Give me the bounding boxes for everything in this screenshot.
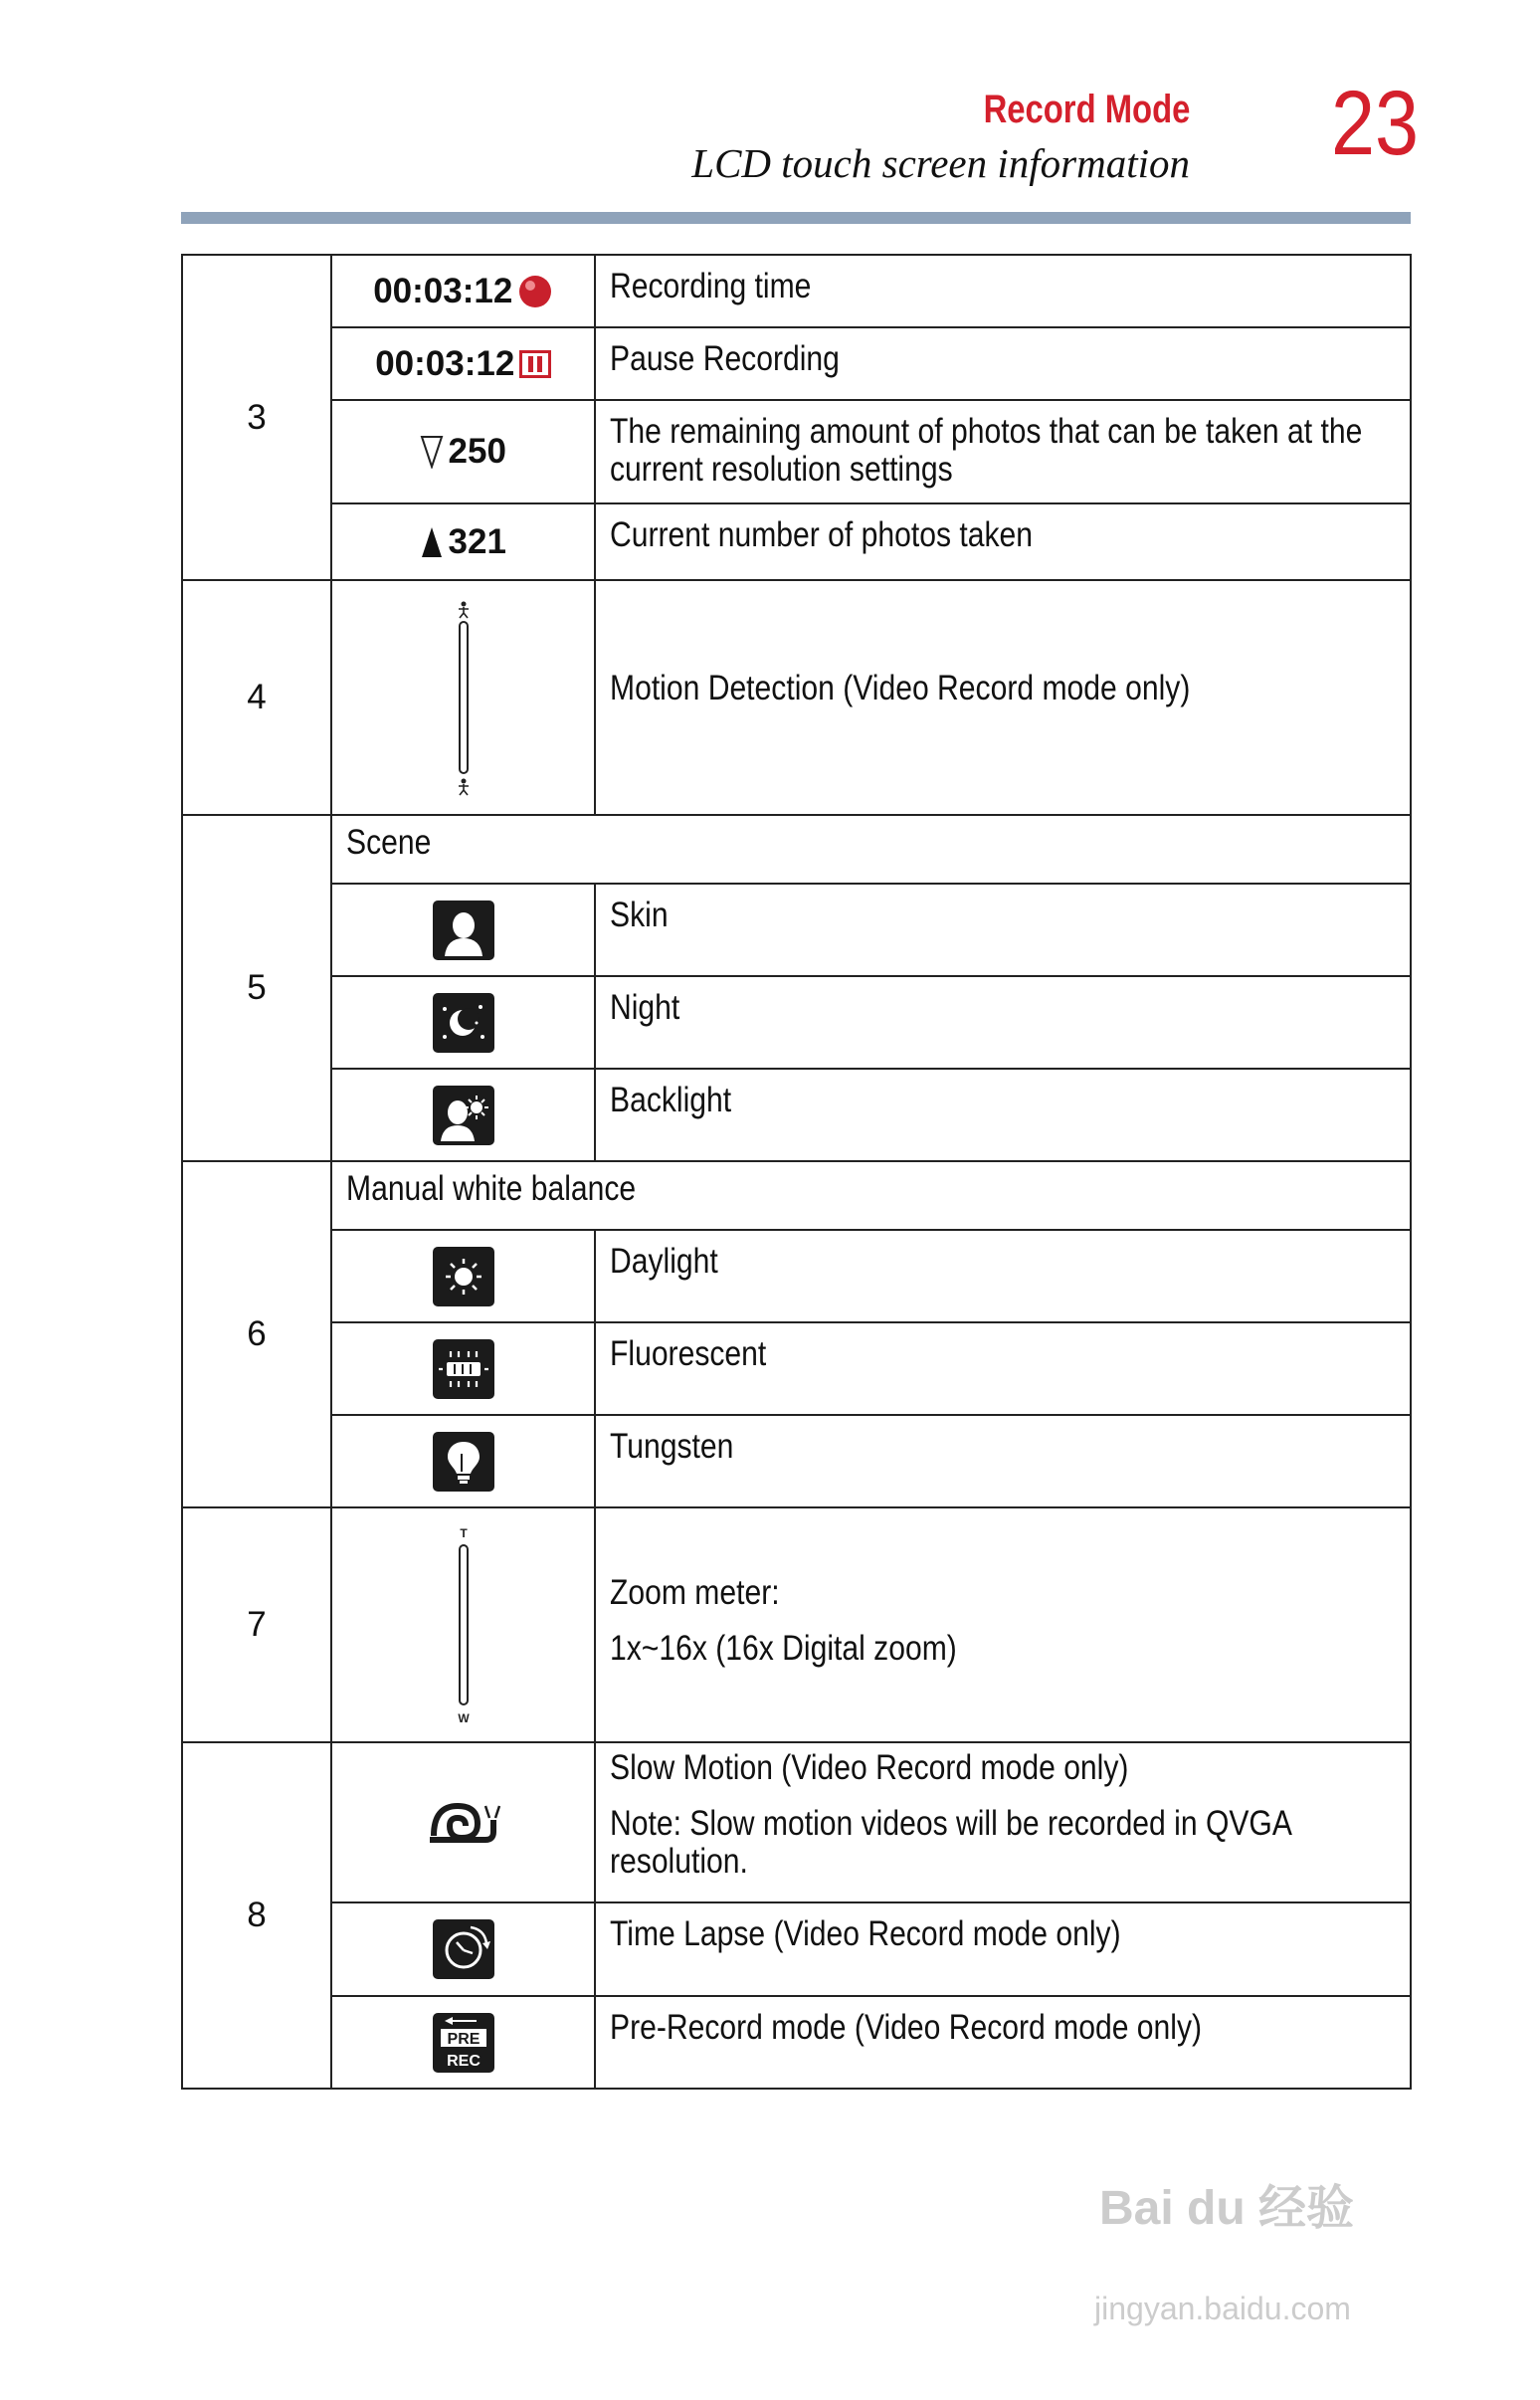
row-number: 4	[182, 580, 331, 815]
recording-time-desc: Recording time	[610, 267, 812, 305]
table-row	[182, 255, 1411, 327]
scene-item-label: Backlight	[610, 1081, 732, 1119]
tungsten-wb	[331, 1415, 595, 1507]
watermark-brand: Bai du 经验	[1099, 2182, 1355, 2235]
fluorescent-icon	[433, 1339, 494, 1399]
table-row	[182, 815, 1411, 884]
taken-count: 321	[448, 521, 506, 561]
pause-desc: Pause Recording	[610, 339, 840, 378]
pause-icon	[519, 350, 551, 378]
wb-item-label: Tungsten	[610, 1427, 734, 1466]
tungsten-bulb-icon	[433, 1432, 494, 1492]
pre-label: PRE	[447, 2030, 480, 2048]
motion-meter-icon	[449, 598, 479, 797]
recording-time-indicator	[331, 255, 595, 327]
taken-desc: Current number of photos taken	[610, 515, 1033, 554]
night-scene	[331, 976, 595, 1069]
daylight-sun-icon	[433, 1247, 494, 1306]
scene-item-label: Night	[610, 988, 680, 1027]
pause-time: 00:03:12	[375, 343, 515, 383]
row-number: 7	[182, 1507, 331, 1742]
slow-motion-note-line1: Note: Slow motion videos will be recorded in QVGA	[610, 1804, 1292, 1843]
scene-heading: Scene	[346, 823, 432, 862]
table-row	[182, 580, 1411, 815]
table-row	[182, 1507, 1411, 1742]
backlight-scene	[331, 1069, 595, 1161]
table-row	[182, 1742, 1411, 1902]
row-number: 5	[182, 815, 331, 1161]
fluorescent-wb	[331, 1322, 595, 1415]
table-row	[182, 1902, 1411, 1996]
zoom-meter	[331, 1507, 595, 1742]
wb-item-label: Fluorescent	[610, 1334, 767, 1373]
photos-taken-indicator	[331, 503, 595, 580]
daylight-wb	[331, 1230, 595, 1322]
remaining-count: 250	[448, 432, 506, 471]
pause-indicator	[331, 327, 595, 400]
table-row	[182, 400, 1411, 503]
pre-record-icon	[433, 2013, 494, 2073]
zoom-tele-label: T	[459, 1526, 468, 1540]
table-row	[182, 1415, 1411, 1507]
scene-item-label: Skin	[610, 896, 669, 934]
slow-motion-indicator	[331, 1742, 595, 1902]
remaining-desc-line1: The remaining amount of photos that can be taken at the	[610, 412, 1363, 451]
white-balance-heading: Manual white balance	[346, 1169, 637, 1208]
section-subtitle: LCD touch screen information	[691, 140, 1190, 186]
remaining-desc-line2: current resolution settings	[610, 450, 953, 489]
table-row	[182, 327, 1411, 400]
time-lapse-desc: Time Lapse (Video Record mode only)	[610, 1914, 1121, 1953]
time-lapse-clock-icon	[433, 1919, 494, 1979]
taken-triangle-icon	[420, 525, 444, 559]
time-lapse-indicator	[331, 1902, 595, 1996]
rec-label: REC	[446, 2052, 481, 2070]
pre-record-desc: Pre-Record mode (Video Record mode only)	[610, 2008, 1203, 2047]
recording-time: 00:03:12	[373, 271, 513, 310]
remaining-triangle-icon	[420, 435, 444, 469]
table-row	[182, 976, 1411, 1069]
table-row	[182, 503, 1411, 580]
remaining-photos-indicator	[331, 400, 595, 503]
backlight-icon	[433, 1086, 494, 1145]
row-number: 3	[182, 255, 331, 580]
night-moon-icon	[433, 993, 494, 1053]
pre-record-indicator	[331, 1996, 595, 2089]
slow-motion-desc: Slow Motion (Video Record mode only)	[610, 1748, 1129, 1787]
skin-icon	[433, 900, 494, 960]
row-number: 8	[182, 1742, 331, 2089]
snail-icon	[426, 1796, 501, 1850]
row-number: 6	[182, 1161, 331, 1507]
table-row	[182, 1322, 1411, 1415]
header-rule	[181, 212, 1411, 224]
table-row	[182, 1996, 1411, 2089]
zoom-meter-icon	[449, 1525, 479, 1724]
table-row	[182, 1161, 1411, 1230]
zoom-wide-label: W	[457, 1711, 470, 1724]
record-dot-icon	[517, 274, 553, 309]
zoom-desc-title: Zoom meter:	[610, 1573, 780, 1612]
table-row	[182, 884, 1411, 976]
skin-scene	[331, 884, 595, 976]
wb-item-label: Daylight	[610, 1242, 718, 1281]
watermark-url: jingyan.baidu.com	[1094, 2291, 1351, 2326]
section-title: Record Mode	[983, 88, 1190, 131]
icon-table	[181, 254, 1412, 2090]
motion-detection-desc: Motion Detection (Video Record mode only)	[610, 669, 1191, 707]
zoom-desc-range: 1x~16x (16x Digital zoom)	[610, 1629, 957, 1668]
motion-detection-meter	[331, 580, 595, 815]
page-number: 23	[1331, 73, 1420, 174]
table-row	[182, 1230, 1411, 1322]
table-row	[182, 1069, 1411, 1161]
slow-motion-note-line2: resolution.	[610, 1842, 748, 1881]
